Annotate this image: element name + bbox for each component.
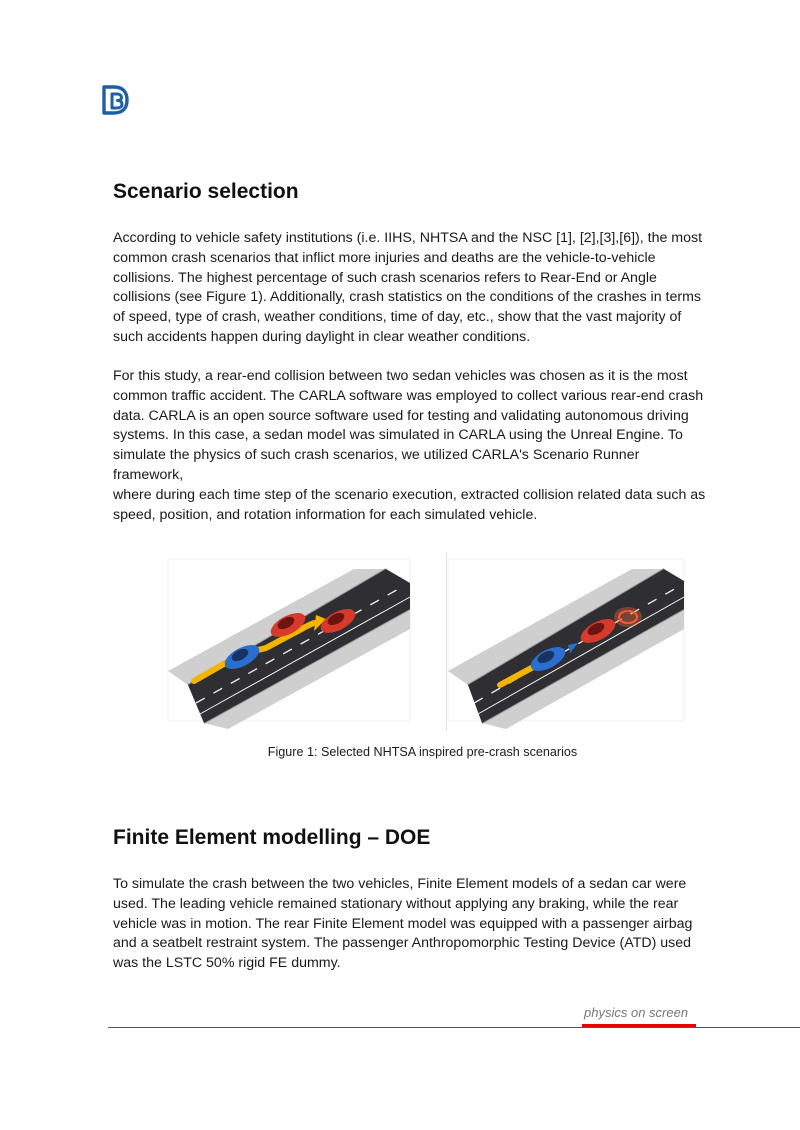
text-line: speed, position, and rotation information for each simulated vehicle. bbox=[113, 506, 538, 523]
text-line: For this study, a rear-end collision between two sedan vehicles was chosen as it is the most bbox=[113, 368, 688, 384]
text-line: of speed, type of crash, weather conditions, time of day, etc., show that the vast majority of bbox=[113, 309, 682, 326]
paragraph-crash-statistics bbox=[113, 229, 713, 348]
text-line: simulate the physics of such crash scenarios, we utilized CARLA's Scenario Runner framework, bbox=[113, 447, 640, 483]
section-heading-scenario-selection: Scenario selection bbox=[113, 180, 299, 203]
text-line: used. The leading vehicle remained stationary without applying any braking, while the rear bbox=[113, 895, 679, 912]
text-line: systems. In this case, a sedan model was simulated in CARLA using the Unreal Engine. To bbox=[113, 427, 683, 444]
text-line: According to vehicle safety institutions (i.e. IIHS, NHTSA and the NSC [1], [2],[3],[6]), the most bbox=[113, 230, 703, 246]
text-line: such accidents happen during daylight in clear weather conditions. bbox=[113, 328, 531, 345]
figure-scenario-angle-image bbox=[166, 553, 412, 733]
collision-glow-icon bbox=[614, 607, 642, 627]
section-heading-fe-modelling: Finite Element modelling – DOE bbox=[113, 826, 431, 849]
text-line: vehicle was in motion. The rear Finite Element model was equipped with a passenger airbag bbox=[113, 915, 693, 932]
text-line: common traffic accident. The CARLA software was employed to collect various rear-end crash bbox=[113, 387, 704, 404]
text-line: data. CARLA is an open source software used for testing and validating autonomous driving bbox=[113, 407, 689, 424]
text-line: was the LSTC 50% rigid FE dummy. bbox=[113, 955, 341, 972]
footer-tagline: physics on screen bbox=[584, 1005, 689, 1020]
footer-rule bbox=[108, 1027, 800, 1028]
text-line: common crash scenarios that inflict more injuries and deaths are the vehicle-to-vehicle bbox=[113, 249, 656, 266]
text-line: To simulate the crash between the two vehicles, Finite Element models of a sedan car were bbox=[113, 876, 687, 892]
figure-scenario-rear-end-image bbox=[446, 553, 686, 733]
paragraph-carla-study bbox=[113, 367, 713, 525]
text-line: where during each time step of the scenario execution, extracted collision related data such as bbox=[113, 486, 706, 503]
text-line: collisions (see Figure 1). Additionally, crash statistics on the conditions of the crashes in terms bbox=[113, 289, 701, 306]
text-line: collisions. The highest percentage of such crash scenarios refers to Rear-End or Angle bbox=[113, 269, 657, 286]
company-logo-icon bbox=[101, 84, 131, 116]
text-line: and a seatbelt restraint system. The passenger Anthropomorphic Testing Device (ATD) used bbox=[113, 935, 692, 952]
paragraph-fe-models bbox=[113, 875, 713, 974]
figure-caption: Figure 1: Selected NHTSA inspired pre-crash scenarios bbox=[267, 745, 578, 759]
